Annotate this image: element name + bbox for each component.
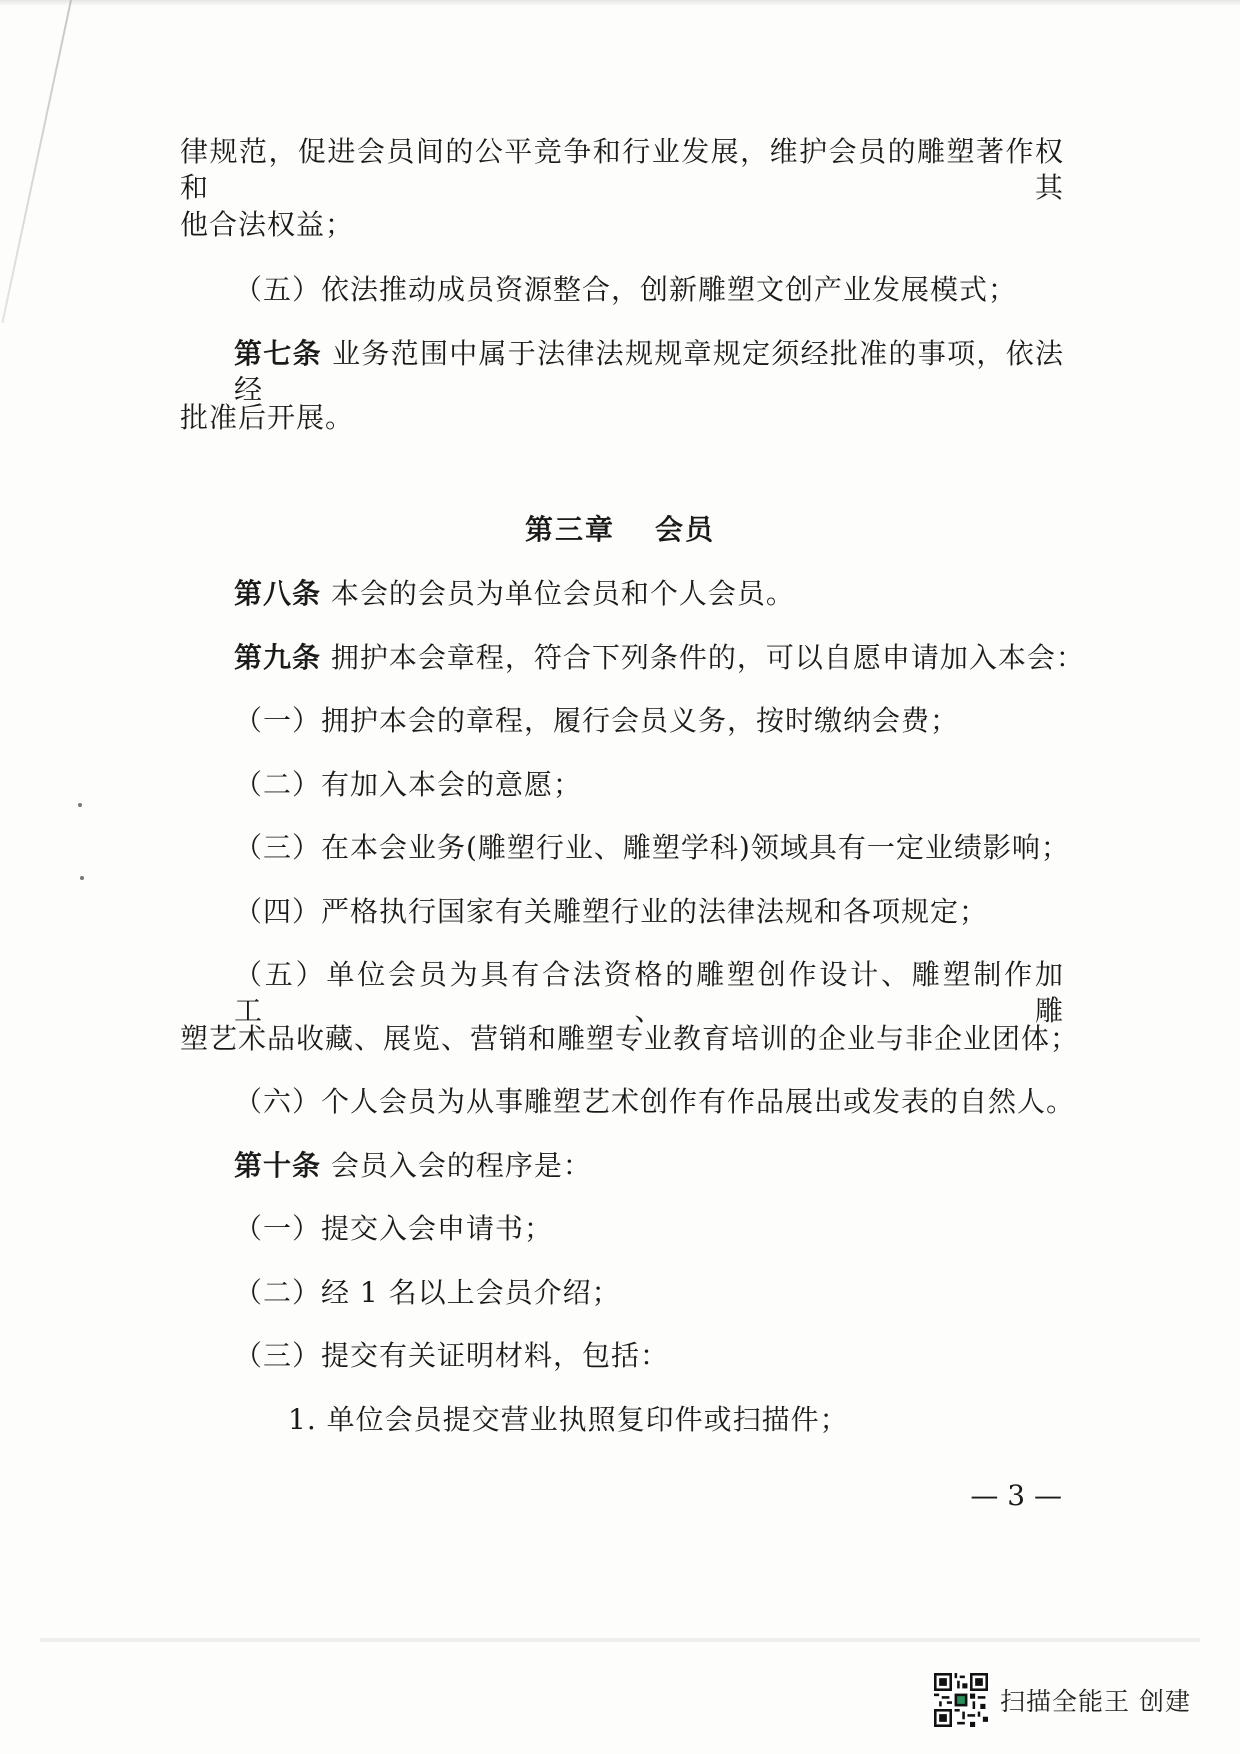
paragraph-line: 律规范，促进会员间的公平竞争和行业发展，维护会员的雕塑著作权和其 xyxy=(180,135,1064,204)
chapter-heading xyxy=(0,512,1240,548)
list-item: （一）提交入会申请书； xyxy=(234,1212,554,1245)
scan-artifact-line xyxy=(1,0,72,323)
article-9-label: 第九条 xyxy=(234,641,322,674)
list-item: （五）依法推动成员资源整合，创新雕塑文创产业发展模式； xyxy=(234,273,1018,306)
list-item: （三）在本会业务(雕塑行业、雕塑学科)领域具有一定业绩影响； xyxy=(234,831,1070,864)
list-item: （六）个人会员为从事雕塑艺术创作有作品展出或发表的自然人。 xyxy=(234,1085,1076,1118)
scan-bottom-smudge xyxy=(40,1638,1200,1642)
list-item: （二）有加入本会的意愿； xyxy=(234,768,583,801)
list-item: （四）严格执行国家有关雕塑行业的法律法规和各项规定； xyxy=(234,895,989,928)
article-8-text: 本会的会员为单位会员和个人会员。 xyxy=(330,577,795,610)
chapter-number: 第三章 xyxy=(524,513,615,546)
scan-speck xyxy=(80,876,84,880)
article-8 xyxy=(234,576,795,612)
article-7-text: 业务范围中属于法律法规规章规定须经批准的事项，依法经 xyxy=(234,337,1064,406)
list-item: （一）拥护本会的章程，履行会员义务，按时缴纳会费； xyxy=(234,704,960,737)
sub-list-item: 1. 单位会员提交营业执照复印件或扫描件； xyxy=(288,1403,849,1436)
list-item-continuation: 塑艺术品收藏、展览、营销和雕塑专业教育培训的企业与非企业团体； xyxy=(180,1022,1080,1055)
paragraph-line: 批准后开展。 xyxy=(180,401,355,434)
chapter-title: 会员 xyxy=(655,513,716,546)
article-9 xyxy=(234,640,1085,676)
list-item: （二）经 1 名以上会员介绍； xyxy=(234,1276,621,1309)
qr-code-icon xyxy=(934,1673,988,1727)
scan-top-shadow xyxy=(0,0,1240,6)
list-item: （三）提交有关证明材料，包括： xyxy=(234,1339,670,1372)
scan-speck xyxy=(78,803,82,807)
article-9-text: 拥护本会章程，符合下列条件的，可以自愿申请加入本会： xyxy=(330,641,1085,674)
article-10 xyxy=(234,1148,592,1184)
paragraph-line: 他合法权益； xyxy=(180,208,355,241)
article-7 xyxy=(234,336,1064,408)
page-number: — 3 — xyxy=(970,1479,1062,1512)
article-7-label: 第七条 xyxy=(234,337,322,370)
article-8-label: 第八条 xyxy=(234,577,322,610)
article-10-text: 会员入会的程序是： xyxy=(330,1149,592,1182)
scanner-watermark xyxy=(934,1672,1191,1728)
article-10-label: 第十条 xyxy=(234,1149,322,1182)
watermark-text: 扫描全能王 创建 xyxy=(1000,1687,1191,1716)
list-item: （五）单位会员为具有合法资格的雕塑创作设计、雕塑制作加工、雕 xyxy=(234,958,1064,1027)
